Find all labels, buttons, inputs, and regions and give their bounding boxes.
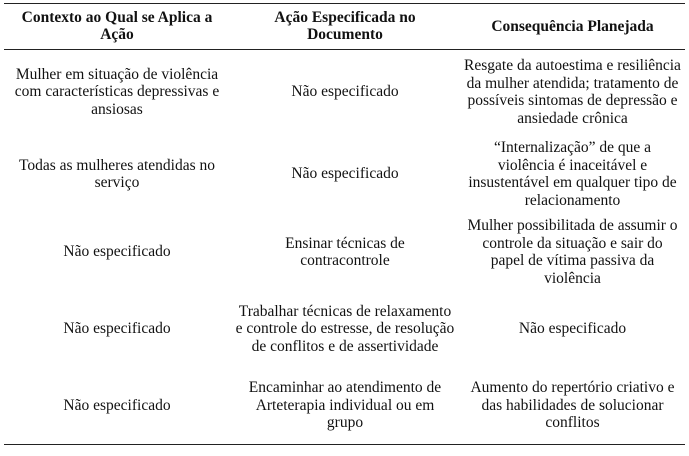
table-header-row	[4, 3, 685, 49]
cell-context	[4, 49, 230, 135]
table-row	[4, 367, 685, 444]
cell-text: “Internalização” de que a violência é inaceitável e insustentável em qualquer tipo de relacionamento	[468, 139, 677, 209]
table-row	[4, 291, 685, 367]
table-row	[4, 213, 685, 291]
header-consequence: Consequência Planejada	[491, 17, 654, 35]
cell-action	[230, 213, 460, 291]
cell-text: Não especificado	[63, 320, 171, 338]
cell-context	[4, 367, 230, 444]
cell-text: Não especificado	[63, 396, 171, 414]
cell-text: Resgate da autoestima e resiliência da mulher atendida; tratamento de possíveis sintomas de depressão e ansiedade crônica	[464, 57, 681, 127]
cell-action	[230, 135, 460, 213]
cell-action	[230, 291, 460, 367]
cell-consequence	[460, 49, 685, 135]
cell-text: Não especificado	[518, 320, 627, 338]
data-table	[4, 3, 685, 444]
cell-context	[4, 135, 230, 213]
cell-text: Não especificado	[291, 83, 399, 101]
table-row	[4, 49, 685, 135]
header-action: Ação Especificada no Documento	[274, 9, 416, 43]
table-row	[4, 135, 685, 213]
cell-text: Trabalhar técnicas de relaxamento e controle do estresse, de resolução de conflitos e de assertividade	[235, 302, 455, 355]
cell-consequence	[460, 135, 685, 213]
cell-context	[4, 291, 230, 367]
cell-text: Todas as mulheres atendidas no serviço	[18, 156, 216, 191]
table-bottom-rule	[4, 444, 685, 445]
cell-text: Mulher possibilitada de assumir o controle da situação e sair do papel de vítima passiva da violência	[467, 217, 678, 287]
cell-text: Encaminhar ao atendimento de Arteterapia individual ou em grupo	[248, 379, 442, 432]
header-context: Contexto ao Qual se Aplica a Ação	[21, 9, 213, 43]
cell-action	[230, 367, 460, 444]
cell-text: Não especificado	[291, 165, 399, 183]
cell-consequence	[460, 291, 685, 367]
cell-text: Não especificado	[63, 243, 171, 261]
cell-consequence	[460, 367, 685, 444]
cell-context	[4, 213, 230, 291]
cell-text: Mulher em situação de violência com características depressivas e ansiosas	[14, 65, 220, 118]
cell-action	[230, 49, 460, 135]
cell-text: Aumento do repertório criativo e das habilidades de solucionar conflitos	[470, 379, 675, 432]
cell-text: Ensinar técnicas de contracontrole	[285, 234, 405, 269]
cell-consequence	[460, 213, 685, 291]
